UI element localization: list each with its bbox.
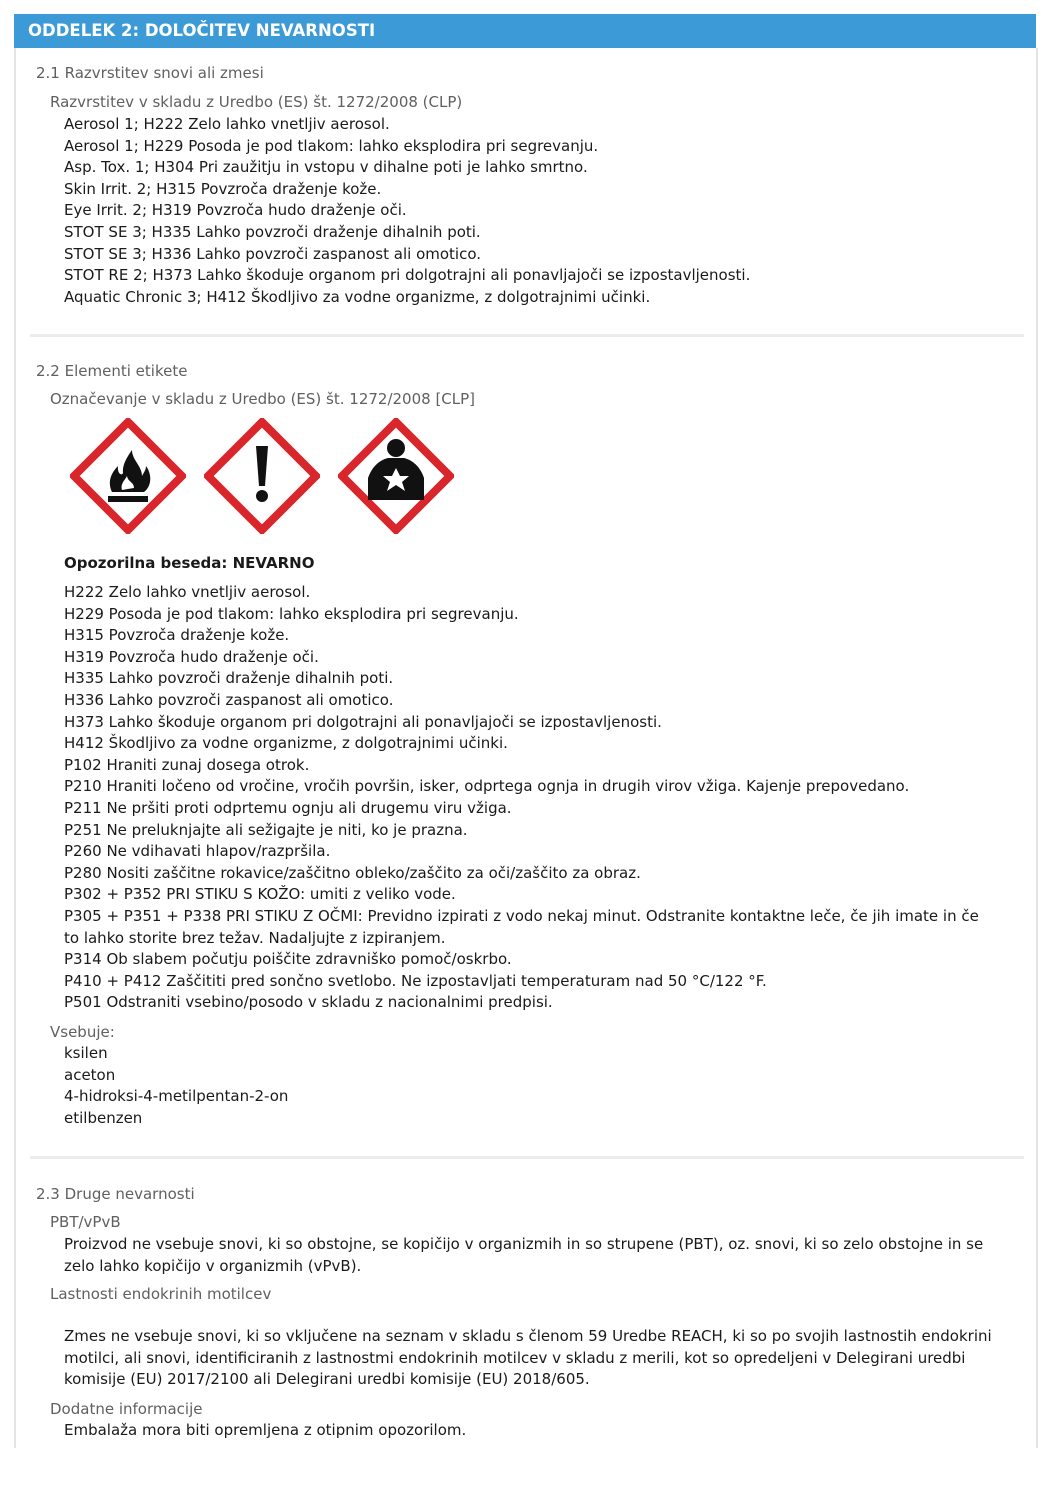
list-item: to lahko storite brez težav. Nadaljujte z izpiranjem.: [64, 928, 446, 947]
list-item: H319 Povzroča hudo draženje oči.: [64, 647, 319, 666]
list-item: 4-hidroksi-4-metilpentan-2-on: [64, 1087, 289, 1106]
endocrine-label: Lastnosti endokrinih motilcev: [50, 1285, 272, 1303]
section-header: ODDELEK 2: DOLOČITEV NEVARNOSTI: [14, 14, 1036, 48]
list-item: H315 Povzroča draženje kože.: [64, 626, 290, 645]
list-item: P314 Ob slabem počutju poiščite zdravniško pomoč/oskrbo.: [64, 950, 512, 969]
list-item: STOT SE 3; H335 Lahko povzroči draženje dihalnih poti.: [64, 222, 481, 241]
list-item: STOT SE 3; H336 Lahko povzroči zaspanost ali omotico.: [64, 244, 482, 263]
ghs-pictograms: [70, 418, 470, 534]
pbt-label: PBT/vPvB: [50, 1213, 121, 1231]
text-line: Zmes ne vsebuje snovi, ki so vključene na seznam v skladu s členom 59 Uredbe REACH, ki so po svojih lastnostih endokrini: [64, 1327, 992, 1345]
list-item: H336 Lahko povzroči zaspanost ali omotico.: [64, 690, 394, 709]
section-2-2-subtitle: Označevanje v skladu z Uredbo (ES) št. 1272/2008 [CLP]: [50, 390, 476, 408]
section-divider: [30, 334, 1024, 337]
list-item: P305 + P351 + P338 PRI STIKU Z OČMI: Previdno izpirati z vodo nekaj minut. Odstranite kontaktne leče, če jih imate in če: [64, 906, 979, 925]
list-item: Eye Irrit. 2; H319 Povzroča hudo draženje oči.: [64, 201, 407, 220]
list-item: P210 Hraniti ločeno od vročine, vročih površin, isker, odprtega ognja in drugih virov vžiga. Kajenje prepovedano.: [64, 777, 910, 796]
left-border: [14, 48, 16, 1448]
list-item: ksilen: [64, 1044, 108, 1062]
list-item: Skin Irrit. 2; H315 Povzroča draženje kože.: [64, 179, 382, 198]
list-item: P280 Nositi zaščitne rokavice/zaščitno obleko/zaščito za oči/zaščito za obraz.: [64, 863, 641, 882]
classification-list: [64, 114, 750, 308]
list-item: Aerosol 1; H229 Posoda je pod tlakom: lahko eksplodira pri segrevanju.: [64, 136, 599, 155]
section-2-2-title: 2.2 Elementi etikete: [36, 362, 188, 380]
hazard-statements-list: [64, 582, 979, 1014]
list-item: P251 Ne preluknjajte ali sežigajte je niti, ko je prazna.: [64, 820, 468, 839]
list-item: H222 Zelo lahko vnetljiv aerosol.: [64, 583, 311, 601]
list-item: H229 Posoda je pod tlakom: lahko eksplodira pri segrevanju.: [64, 604, 519, 623]
right-border: [1036, 48, 1038, 1448]
flame-pictogram-icon: [70, 418, 186, 534]
list-item: P211 Ne pršiti proti odprtemu ognju ali drugemu viru vžiga.: [64, 798, 512, 817]
additional-info-label: Dodatne informacije: [50, 1400, 203, 1418]
section-2-1-subtitle: Razvrstitev v skladu z Uredbo (ES) št. 1272/2008 (CLP): [50, 93, 463, 111]
list-item: P501 Odstraniti vsebino/posodo v skladu z nacionalnimi predpisi.: [64, 993, 553, 1012]
list-item: Asp. Tox. 1; H304 Pri zaužitju in vstopu v dihalne poti je lahko smrtno.: [64, 158, 588, 177]
section-2-3-title: 2.3 Druge nevarnosti: [36, 1185, 195, 1203]
signal-word: Opozorilna beseda: NEVARNO: [64, 554, 315, 572]
list-item: Aquatic Chronic 3; H412 Škodljivo za vodne organizme, z dolgotrajnimi učinki.: [64, 287, 651, 306]
contains-label: Vsebuje:: [50, 1023, 115, 1041]
list-item: STOT RE 2; H373 Lahko škoduje organom pri dolgotrajni ali ponavljajoči se izpostavljenosti.: [64, 266, 751, 285]
list-item: P260 Ne vdihavati hlapov/razpršila.: [64, 842, 331, 861]
list-item: P102 Hraniti zunaj dosega otrok.: [64, 755, 310, 774]
additional-info-text: Embalaža mora biti opremljena z otipnim opozorilom.: [64, 1421, 467, 1439]
list-item: H412 Škodljivo za vodne organizme, z dolgotrajnimi učinki.: [64, 734, 508, 753]
list-item: H335 Lahko povzroči draženje dihalnih poti.: [64, 669, 394, 688]
text-line: motilci, ali snovi, identificiranih z lastnostmi endokrinih motilcev v skladu z merili, kot so opredeljeni v Delegirani uredbi: [64, 1348, 966, 1367]
list-item: Aerosol 1; H222 Zelo lahko vnetljiv aerosol.: [64, 115, 390, 133]
list-item: aceton: [64, 1065, 116, 1084]
section-divider: [30, 1156, 1024, 1159]
endocrine-text: [64, 1326, 992, 1391]
list-item: P302 + P352 PRI STIKU S KOŽO: umiti z veliko vode.: [64, 885, 456, 904]
text-line: komisije (EU) 2017/2100 ali Delegirani uredbi komisije (EU) 2018/605.: [64, 1370, 590, 1389]
section-2-1-title: 2.1 Razvrstitev snovi ali zmesi: [36, 64, 264, 82]
text-line: zelo lahko kopičijo v organizmih (vPvB).: [64, 1256, 362, 1275]
text-line: Proizvod ne vsebuje snovi, ki so obstojne, se kopičijo v organizmih in so strupene (PBT), oz. snovi, ki so zelo obstojne in se: [64, 1235, 984, 1253]
pbt-text: [64, 1234, 983, 1277]
health-hazard-pictogram-icon: [338, 418, 454, 534]
exclamation-pictogram-icon: [204, 418, 320, 534]
list-item: H373 Lahko škoduje organom pri dolgotrajni ali ponavljajoči se izpostavljenosti.: [64, 712, 662, 731]
contains-list: [64, 1043, 288, 1129]
list-item: P410 + P412 Zaščititi pred sončno svetlobo. Ne izpostavljati temperaturam nad 50 °C/122 °F.: [64, 971, 767, 990]
list-item: etilbenzen: [64, 1108, 143, 1127]
